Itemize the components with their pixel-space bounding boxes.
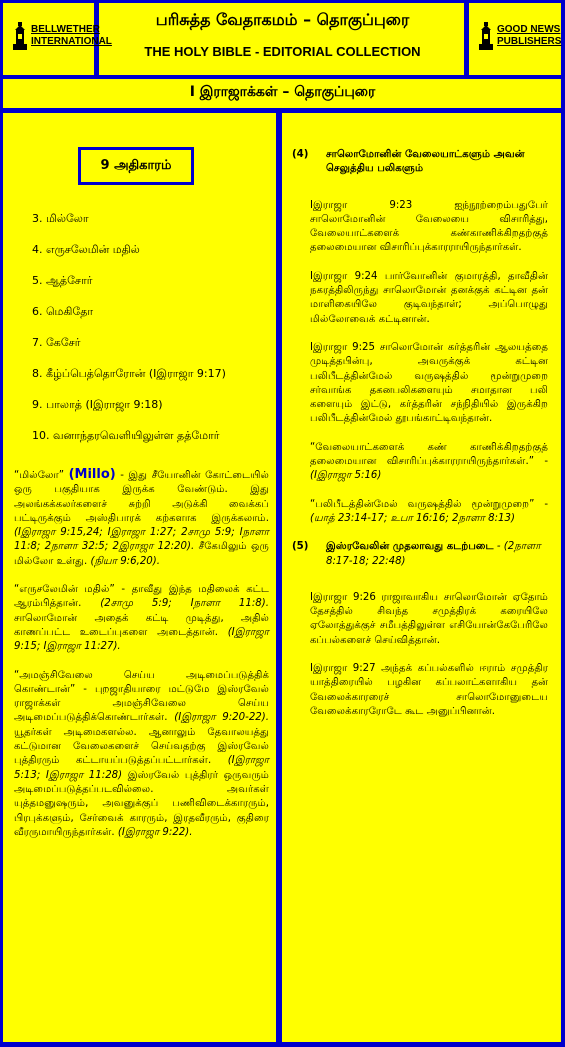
note-supervisors: “வேலையாட்களைக் கண் காணிக்கிறதற்குத் தலைமையான விசாரிப்புக்காரராயிருந்தார்கள்.” - (Iஇராஜா 5:16) [310,441,548,482]
bell-tower-icon [12,20,28,52]
section-5-heading: (5) இஸ்ரவேலின் முதலாவது கடற்படை - (2நாளா 8:17-18; 22:48) [292,541,541,567]
paragraph-forced-labor: “அமஞ்சிவேலை செய்ய அடிமைப்படுத்திக் கொண்டான்” - புறஜாதியாரை மட்டுமே இஸ்ரவேல் ராஜாக்கள் அமஞ்சிவேலை செய்ய அடிமைப்படுத்திக்கொண்டார்கள். (Iஇராஜா 9:20-22). யூதர்கள் அடிமைகளல்ல. ஆனாலும் தேவாலயத்து கட்டுமான வேலைகளைச் செய்வதற்கு இஸ்ரவேல் புத்திரரும் கட்டாயப்படுத்தப்பட்டார்கள். (Iஇராஜா 5:13; Iஇராஜா 11:28) இஸ்ரவேல் புத்திரர் ஒருவரும் அடிமைப்படுத்தப்படவில்லை. அவர்கள் யுத்தமனுஷரும், அவனுக்குப் பணிவிடைக்காரரும், பிரபுக்களும், சேர்வைக் காரரும், இரதவீரரும், குதிரை வீரருமாயிருந்தார்கள். (Iஇராஜா 9:22). [14,669,270,838]
frame-bottom [0,1042,565,1047]
subtitle-border-bottom [0,108,565,113]
right-logo-line-2: PUBLISHERS [497,36,562,47]
page-subtitle: I இராஜாக்கள் – தொகுப்புரை [189,84,376,100]
column-divider [276,110,282,1045]
right-body [292,148,548,733]
frame-right [561,0,565,1047]
paragraph-millo: “மில்லோ” (Millo) - இது சீயோனின் கோட்டையில் ஒரு பகுதியாக இருக்க வேண்டும். இது அலங்கக்கலர்களைச் சுற்றி அடுக்கி வைக்கப் பட்டிருக்கும் அஸ்திபாரக் கற்களாக இருக்கலாம். (Iஇராஜா 9:15,24; Iஇராஜா 1:27; 2சாமு 5:9; Iநாளா 11:8; 2நாளா 32:5; 2இராஜா 12:20). சீகேமிலும் ஒரு மில்லோ உள்து. (நியா 9:6,20). [14,467,269,567]
title-tamil: பரிசுத்த வேதாகமம் – தொகுப்புரை [155,10,410,29]
paragraph-wall: “எருசலேமின் மதில்” - தாவீது இந்த மதிலைக் கட்ட ஆரம்பித்தான். (2சாமு 5:9; Iநாளா 11:8). சாலொமோன் அதைக் கட்டி முடித்து, அதில் காணப்பட்ட உடைப்புகளை அடைத்தான். (Iஇராஜா 9:15; Iஇராஜா 11:27). [14,584,270,653]
list-item: 7. கேசேர் [32,336,81,349]
verse-9-26: Iஇராஜா 9:26 ராஜாவாகிய சாலொமோன் ஏதோம் தேசத்தில் சிவந்த சமுத்திரக் கரையிலே ஏலோத்துக்குச் சமீபத்திலுள்ள எசியோன்கேபேரிலே கப்பல்களைச் செய்வித்தான். [310,591,548,646]
list-item: 5. ஆத்சோர் [32,274,93,287]
title-english: THE HOLY BIBLE - EDITORIAL COLLECTION [144,44,421,59]
list-item: 3. மில்லோ [32,212,89,225]
verse-9-27: Iஇராஜா 9:27 அந்தக் கப்பல்களில் ஈராம் சமுத்திர யாத்திரையில் பழகின கப்பலாட்களாகிய தன் வேலைக்காரரைச் சாலொமோனுடைய வேலைக்காரரோடே கூட அனுப்பினான். [310,663,549,717]
header-border-top [0,0,565,3]
chapter-box: 9 அதிகாரம் [78,147,194,185]
left-logo [12,20,112,52]
right-logo [478,20,561,52]
right-logo-line-1: GOOD NEWS [497,24,561,35]
verse-9-24: Iஇராஜா 9:24 பார்வோனின் குமாரத்தி, தாவீதின் நகரத்திலிருந்து சாலொமோன் தனக்குக் கட்டின தன் மாளிகையிலே குடிவந்தாள்; அப்பொழுது மில்லோவைக் கட்டினான். [310,270,548,325]
section-4-heading: (4) சாலொமோனின் வேலையாட்களும் அவன் செலுத்திய பலிகளும் [292,149,525,175]
left-body [14,468,269,854]
verse-9-25: Iஇராஜா 9:25 சாலொமோன் கர்த்தரின் ஆலயத்தை முடித்தபின்பு, அவருக்குக் கட்டின பலிபீடத்தின்மேல் வருஷத்தில் மூன்றுமுறை சர்வாங்க தகனபலிகளையும் சமாதான பலி களையும் இட்டு, கர்த்தரின் சந்நிதியில் இருக்கிற பலிபீடத்தின்மேல் தூபங்காட்டிவந்தான். [310,341,549,425]
frame-left [0,0,3,1047]
verse-9-23: Iஇராஜா 9:23 ஐந்நூற்றைம்பதுபேர் சாலொமோனின் வேலையை விசாரித்து, வேலையாட்களைக் கண்காணிக்கிறதற்குத் தலைமையான விசாரிப்புக்காரராயிருந்தார்கள். [310,199,548,254]
list-item: 8. கீழ்ப்பெத்தொரோன் (Iஇராஜா 9:17) [32,367,226,380]
list-item: 4. எருசலேமின் மதில் [32,243,140,256]
list-item: 6. மெகிதோ [32,305,94,318]
list-item: 10. வனாந்தரவெளியிலுள்ள தத்மோர் [32,429,220,442]
left-logo-line-1: BELLWETHER [31,24,100,35]
bell-tower-icon [478,20,494,52]
header-border-mid [0,75,565,79]
left-logo-line-2: INTERNATIONAL [31,36,112,47]
note-three-times: “பலிபீடத்தின்மேல் வருஷத்தில் மூன்றுமுறை” - (யாத் 23:14-17; உபா 16:16; 2நாளா 8:13) [310,498,548,524]
list-item: 9. பாலாத் (Iஇராஜா 9:18) [32,398,163,411]
place-list [32,212,272,460]
